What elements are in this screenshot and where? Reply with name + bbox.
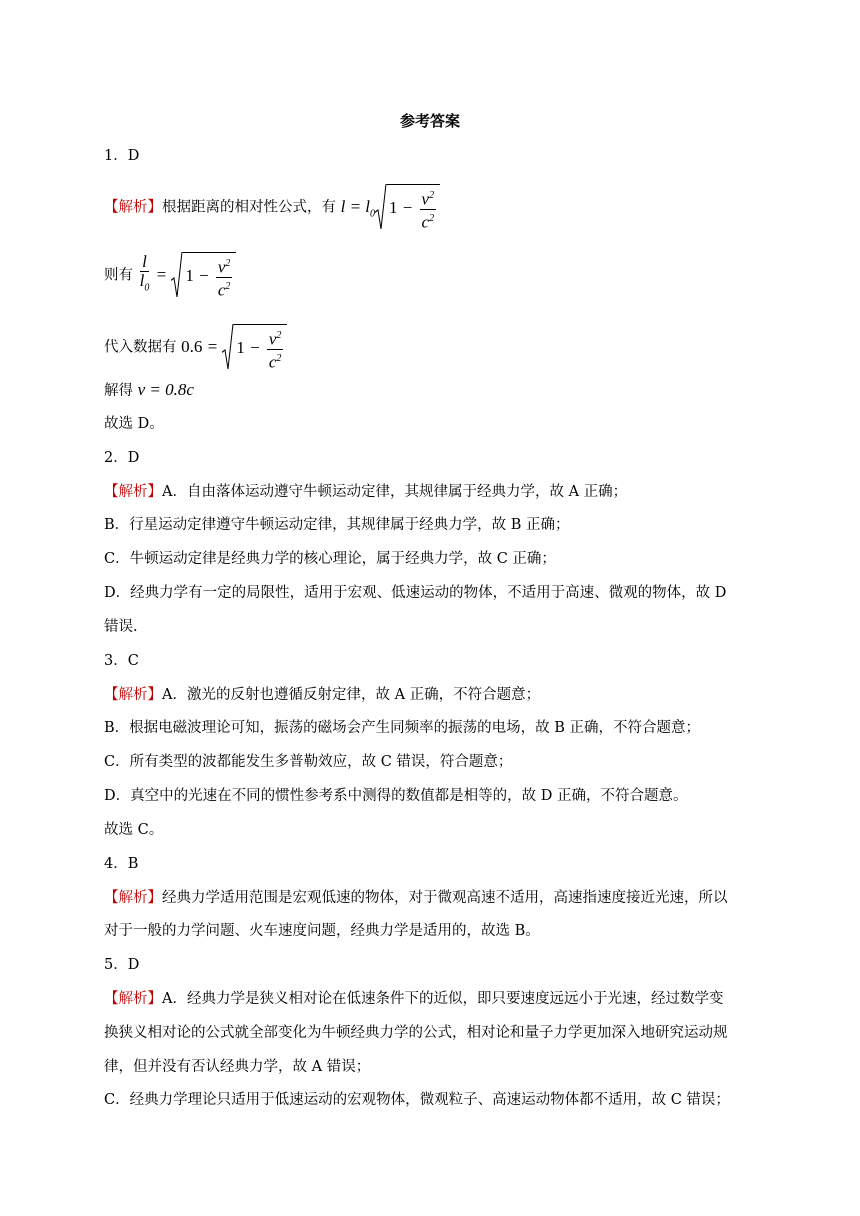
q1-substitute: 代入数据有 <box>104 339 177 356</box>
q2-option-d-2: 错误. <box>104 619 138 635</box>
q1-substitute-line <box>104 324 287 371</box>
answer-5: 5．D <box>104 957 140 973</box>
q5-option-a-2: 换狭义相对论的公式就全部变化为牛顿经典力学的公式，相对论和量子力学更加深入地研究运动规 <box>104 1025 728 1041</box>
answer-3: 3．C <box>104 653 139 669</box>
q1-solve: 解得 <box>104 383 133 399</box>
analysis-tag: 【解析】 <box>104 199 162 216</box>
q1-intro: 根据距离的相对性公式，有 <box>162 199 336 216</box>
q4-analysis-2: 对于一般的力学问题、火车速度问题，经典力学是适用的，故选 B。 <box>104 923 540 939</box>
q4-analysis-1: 【解析】经典力学适用范围是宏观低速的物体，对于微观高速不适用，高速指速度接近光速，所以 <box>104 890 728 906</box>
q1-analysis-line <box>104 184 440 231</box>
q3-option-b: B．根据电磁波理论可知，振荡的磁场会产生同频率的振荡的电场，故 B 正确，不符合题意； <box>104 720 701 736</box>
q2-option-c: C．牛顿运动定律是经典力学的核心理论，属于经典力学，故 C 正确； <box>104 551 556 567</box>
page-title: 参考答案 <box>399 112 460 130</box>
q2-option-b: B．行星运动定律遵守牛顿运动定律，其规律属于经典力学，故 B 正确； <box>104 517 570 533</box>
q3-choose: 故选 C。 <box>104 822 164 838</box>
q1-result: v = 0.8c <box>137 380 194 399</box>
formula-length-contraction: $l = l_0$ 1 − $\frac{v^2}{c^2}$ <box>341 197 440 216</box>
q2-option-a: 【解析】A．自由落体运动遵守牛顿运动定律，其规律属于经典力学，故 A 正确； <box>104 484 628 500</box>
q1-then-line <box>104 252 236 299</box>
q3-option-c: C．所有类型的波都能发生多普勒效应，故 C 错误，符合题意； <box>104 754 513 770</box>
formula-substituted: 0.6 = 1 − $\frac{v^2}{c^2}$ <box>181 337 287 356</box>
q5-option-a-1: 【解析】A．经典力学是狭义相对论在低速条件下的近似，即只要速度远远小于光速，经过数学变 <box>104 991 724 1007</box>
q1-then: 则有 <box>104 267 133 284</box>
answer-2: 2．D <box>104 450 140 466</box>
q1-choose: 故选 D。 <box>104 416 164 432</box>
q5-option-c: C．经典力学理论只适用于低速运动的宏观物体，微观粒子、高速运动物体都不适用，故 C 错误； <box>104 1092 730 1108</box>
answer-1: 1．D <box>104 148 140 164</box>
q3-option-d: D．真空中的光速在不同的惯性参考系中测得的数值都是相等的，故 D 正确，不符合题意。 <box>104 788 688 804</box>
q5-option-a-3: 律，但并没有否认经典力学，故 A 错误； <box>104 1059 371 1075</box>
answer-4: 4．B <box>104 856 139 872</box>
formula-ratio: $\frac{l}{l_0}$ = 1 − $\frac{v^2}{c^2}$ <box>138 265 237 284</box>
q1-solve-line <box>104 380 194 401</box>
q3-option-a: 【解析】A．激光的反射也遵循反射定律，故 A 正确，不符合题意； <box>104 687 541 703</box>
q2-option-d-1: D．经典力学有一定的局限性，适用于宏观、低速运动的物体，不适用于高速、微观的物体，故 D <box>104 585 727 601</box>
